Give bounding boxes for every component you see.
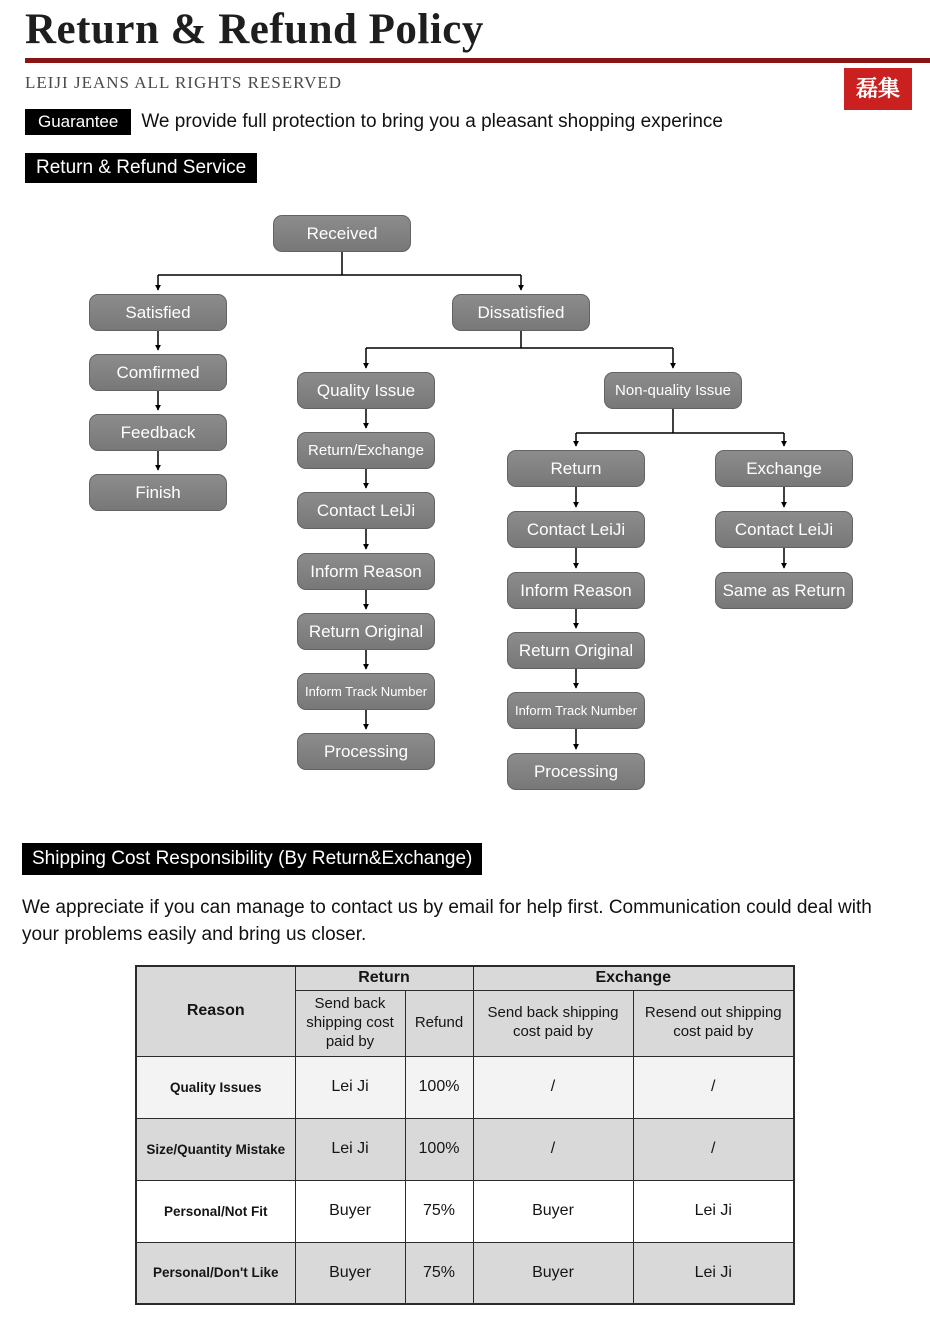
flow-node-return-exchange: Return/Exchange (297, 432, 435, 469)
cell-exchange-resend: / (633, 1056, 794, 1118)
return-refund-service-badge: Return & Refund Service (25, 153, 257, 183)
rights-reserved-text: LEIJI JEANS ALL RIGHTS RESERVED (25, 73, 343, 93)
guarantee-row (25, 109, 930, 135)
guarantee-badge: Guarantee (25, 109, 131, 135)
flow-node-satisfied: Satisfied (89, 294, 227, 331)
flow-node-return-processing: Processing (507, 753, 645, 790)
cell-reason: Personal/Don't Like (136, 1242, 295, 1304)
flow-node-return-inform-track-number: Inform Track Number (507, 692, 645, 729)
flow-node-comfirmed: Comfirmed (89, 354, 227, 391)
header-send-back-return: Send back shipping cost paid by (295, 990, 405, 1056)
cell-return-send: Buyer (295, 1180, 405, 1242)
cell-return-send: Lei Ji (295, 1056, 405, 1118)
cell-reason: Size/Quantity Mistake (136, 1118, 295, 1180)
return-flowchart (0, 203, 930, 798)
flow-node-finish: Finish (89, 474, 227, 511)
cell-reason: Personal/Not Fit (136, 1180, 295, 1242)
flow-node-quality-return-original: Return Original (297, 613, 435, 650)
flow-node-dissatisfied: Dissatisfied (452, 294, 590, 331)
header-reason: Reason (136, 966, 295, 1056)
flow-node-same-as-return: Same as Return (715, 572, 853, 609)
leiji-logo (844, 68, 912, 110)
flow-node-exchange-contact-leiji: Contact LeiJi (715, 511, 853, 548)
cell-return-send: Lei Ji (295, 1118, 405, 1180)
cell-exchange-send: Buyer (473, 1180, 633, 1242)
cell-reason: Quality Issues (136, 1056, 295, 1118)
cell-return-send: Buyer (295, 1242, 405, 1304)
cell-exchange-send: / (473, 1056, 633, 1118)
flow-node-quality-contact-leiji: Contact LeiJi (297, 492, 435, 529)
flow-node-return-return-original: Return Original (507, 632, 645, 669)
flow-node-received: Received (273, 215, 411, 252)
leiji-logo-text: 磊集 (855, 76, 900, 101)
cell-exchange-resend: / (633, 1118, 794, 1180)
flow-node-return-contact-leiji: Contact LeiJi (507, 511, 645, 548)
flow-node-feedback: Feedback (89, 414, 227, 451)
flow-node-return-inform-reason: Inform Reason (507, 572, 645, 609)
cell-refund: 75% (405, 1242, 473, 1304)
page-title: Return & Refund Policy (25, 6, 484, 53)
title-divider (25, 58, 930, 63)
shipping-cost-table (135, 965, 795, 1305)
table-row (136, 1180, 794, 1242)
shipping-note-text: We appreciate if you can manage to contact us by email for help first. Communication could deal with your problems easily and bring us closer. (22, 897, 872, 946)
flow-node-return: Return (507, 450, 645, 487)
flow-node-quality-inform-track-number: Inform Track Number (297, 673, 435, 710)
cell-exchange-resend: Lei Ji (633, 1180, 794, 1242)
flow-node-quality-issue: Quality Issue (297, 372, 435, 409)
return-refund-policy-page (0, 6, 930, 1340)
cell-exchange-resend: Lei Ji (633, 1242, 794, 1304)
cell-exchange-send: / (473, 1118, 633, 1180)
table-row (136, 1118, 794, 1180)
table-row (136, 1242, 794, 1304)
flow-node-nonquality-issue: Non-quality Issue (604, 372, 742, 409)
table-row (136, 1056, 794, 1118)
cell-refund: 100% (405, 1118, 473, 1180)
flow-node-exchange: Exchange (715, 450, 853, 487)
header-resend-out: Resend out shipping cost paid by (633, 990, 794, 1056)
header-exchange-group: Exchange (473, 966, 794, 990)
cell-exchange-send: Buyer (473, 1242, 633, 1304)
flow-node-quality-processing: Processing (297, 733, 435, 770)
header-refund: Refund (405, 990, 473, 1056)
header-send-back-exchange: Send back shipping cost paid by (473, 990, 633, 1056)
flow-node-quality-inform-reason: Inform Reason (297, 553, 435, 590)
shipping-cost-badge: Shipping Cost Responsibility (By Return&Exchange) (22, 843, 482, 875)
header-return-group: Return (295, 966, 473, 990)
cell-refund: 75% (405, 1180, 473, 1242)
guarantee-text: We provide full protection to bring you a pleasant shopping experince (141, 111, 723, 133)
cell-refund: 100% (405, 1056, 473, 1118)
table-header-groups (136, 966, 794, 990)
